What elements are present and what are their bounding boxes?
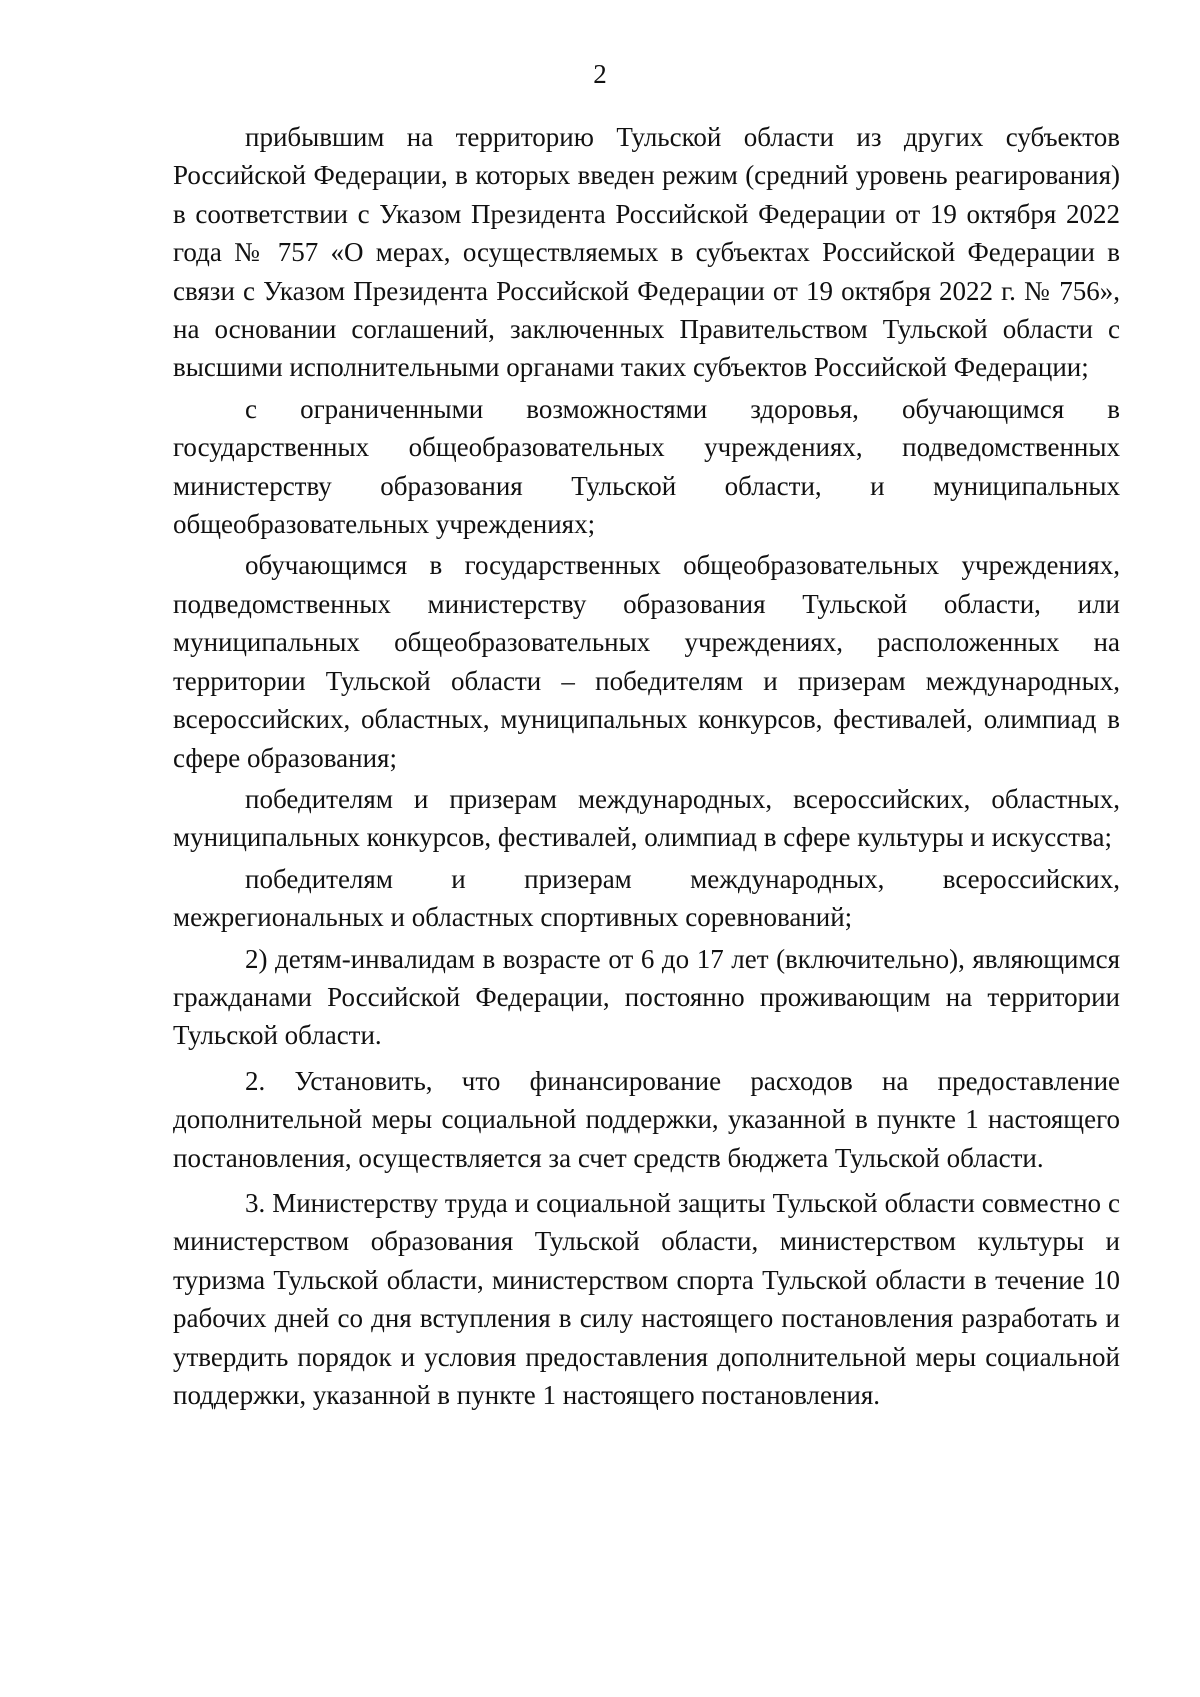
paragraph-disabled-children: 2) детям-инвалидам в возрасте от 6 до 17 лет (включительно), являющимся гражданами Российской Федерации, постоянно проживающим на территории Тульской области. <box>173 943 1120 1051</box>
paragraph-arrivals: прибывшим на территорию Тульской области из других субъектов Российской Федерации, в которых введен режим (средний уровень реагирования) в соответствии с Указом Президента Российской Федерации от 19 октября 2022 года № 757 «О мерах, осуществляемых в субъектах Российской Федерации в связи с Указом Президента Российской Федерации от 19 октября 2022 г. № 756», на основании соглашений, заключенных Правительством Тульской области с высшими исполнительными органами таких субъектов Российской Федерации; <box>173 122 1120 383</box>
page-number: 2 <box>593 59 607 89</box>
paragraph-education-winners: обучающимся в государственных общеобразовательных учреждениях, подведомственных министерству образования Тульской области, или муниципальных общеобразовательных учреждениях, расположенных на территории Тульской области – победителям и призерам международных, всероссийских, областных, муниципальных конкурсов, фестивалей, олимпиад в сфере образования; <box>173 550 1120 773</box>
document-body <box>173 118 1120 1414</box>
paragraph-sport-winners: победителям и призерам международных, всероссийских, межрегиональных и областных спортивных соревнований; <box>173 863 1120 933</box>
paragraph-disabilities: с ограниченными возможностями здоровья, обучающимся в государственных общеобразовательных учреждениях, подведомственных министерству образования Тульской области, и муниципальных общеобразовательных учреждениях; <box>173 393 1120 540</box>
paragraph-culture-winners: победителям и призерам международных, всероссийских, областных, муниципальных конкурсов, фестивалей, олимпиад в сфере культуры и искусства; <box>173 783 1120 853</box>
paragraph-item-3-ministry: 3. Министерству труда и социальной защиты Тульской области совместно с министерством образования Тульской области, министерством культуры и туризма Тульской области, министерством спорта Тульской области в течение 10 рабочих дней со дня вступления в силу настоящего постановления разработать и утвердить порядок и условия предоставления дополнительной меры социальной поддержки, указанной в пункте 1 настоящего постановления. <box>173 1187 1120 1410</box>
paragraph-item-2-financing: 2. Установить, что финансирование расходов на предоставление дополнительной меры социальной поддержки, указанной в пункте 1 настоящего постановления, осуществляется за счет средств бюджета Тульской области. <box>173 1065 1120 1173</box>
